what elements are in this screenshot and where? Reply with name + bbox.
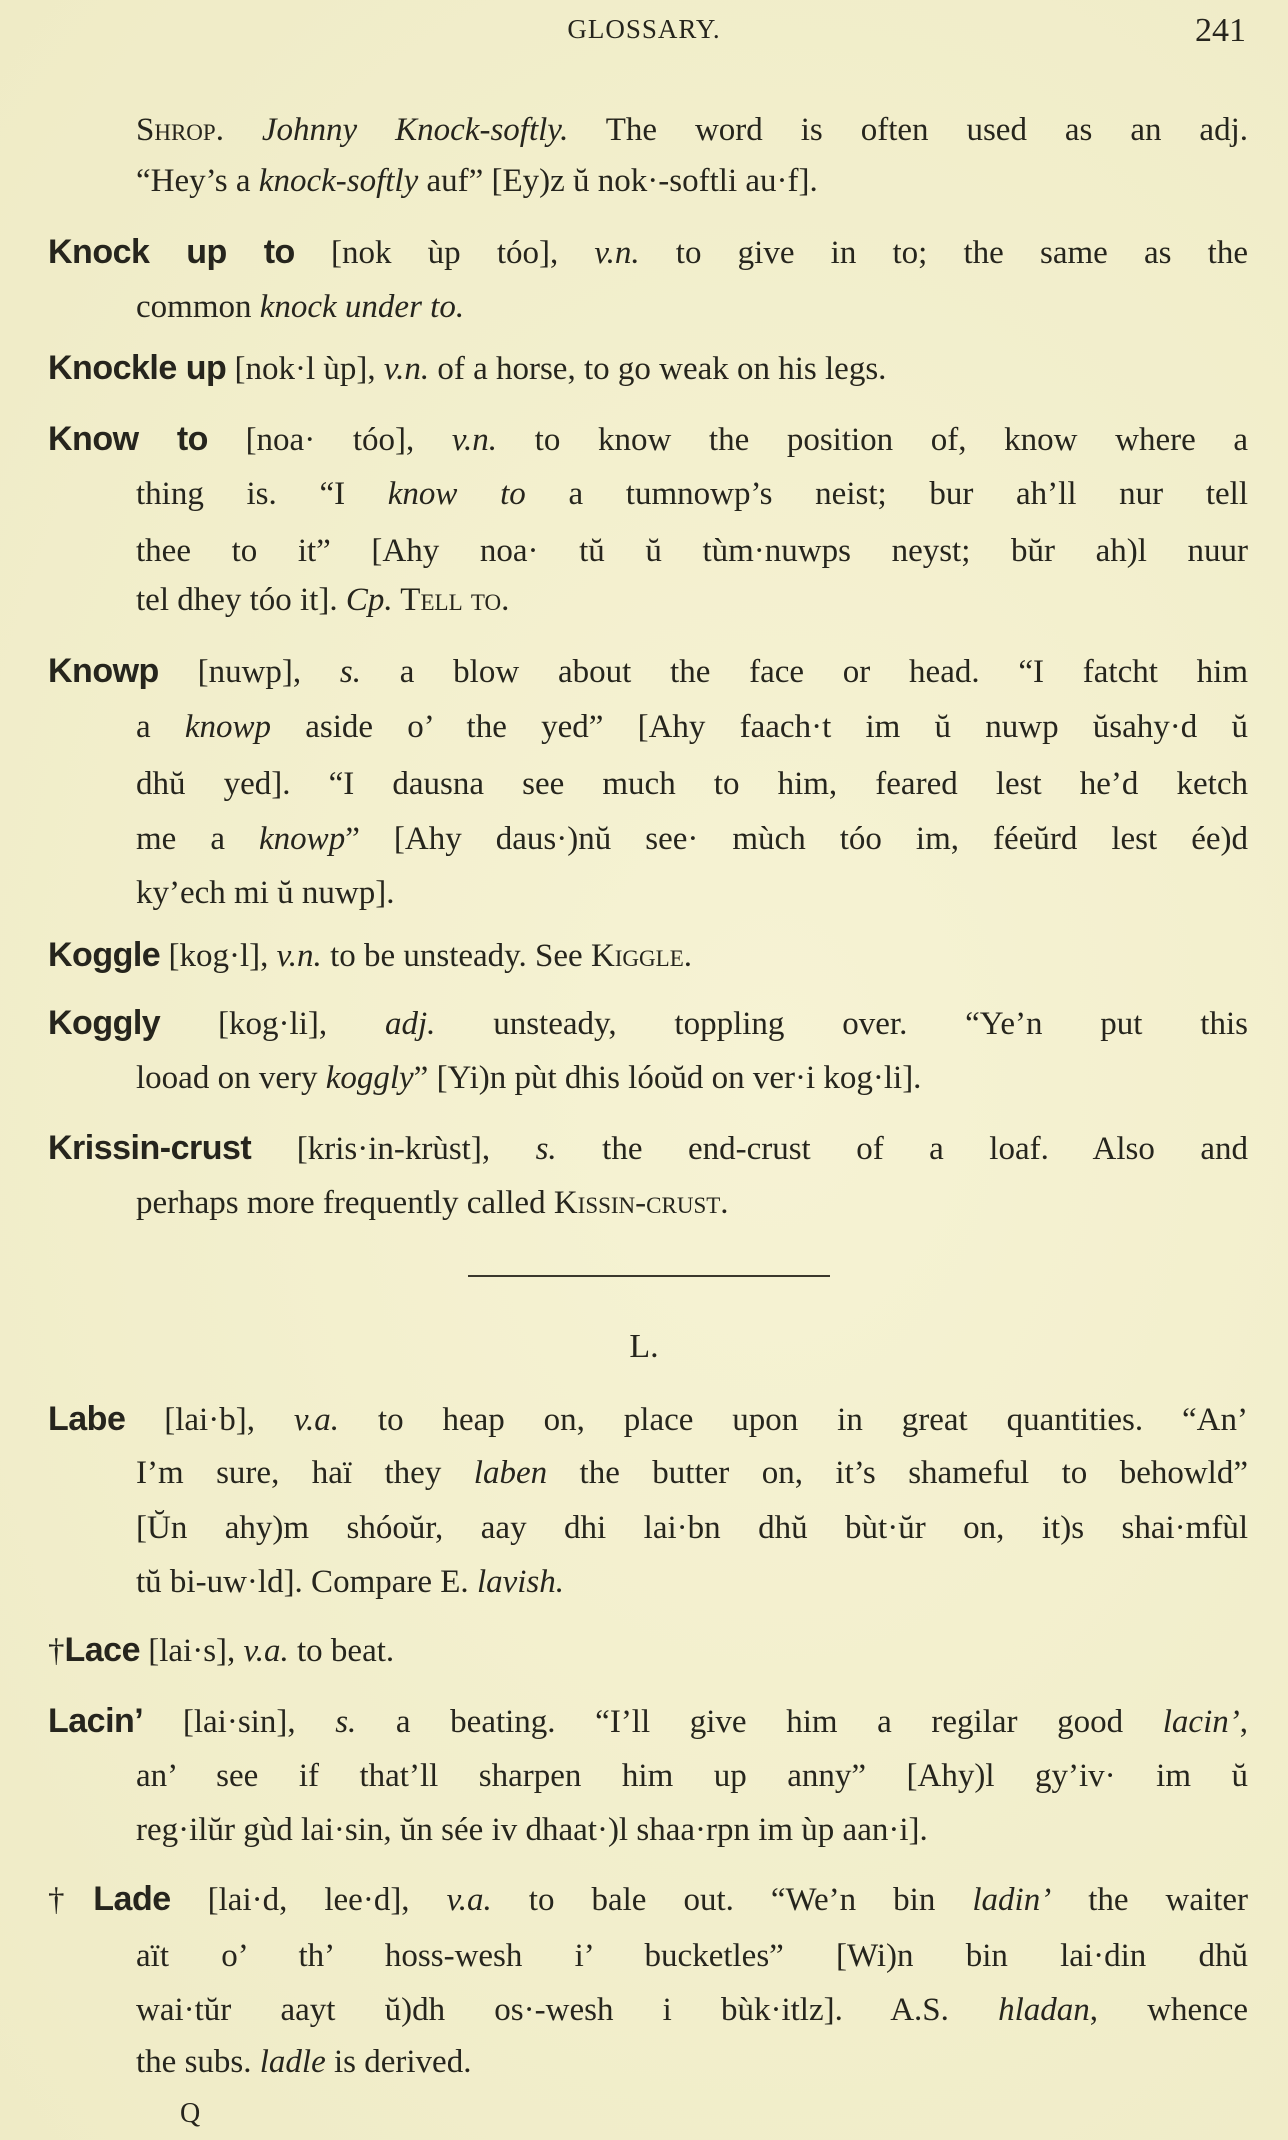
headword: Koggle <box>48 936 161 974</box>
entry-headline <box>48 342 1248 394</box>
entry-headline <box>48 645 1248 697</box>
italic-text: v.a. <box>446 1882 492 1918</box>
text: ” [Yi)n pùt dhis lóoŭd on ver·i kog·li]. <box>413 1060 922 1096</box>
italic-text: s. <box>339 654 361 690</box>
italic-text: lavish. <box>476 1564 565 1600</box>
italic-text: knowp <box>184 709 272 745</box>
entry-headline <box>48 226 1248 278</box>
text: to give in to; the same as the <box>639 235 1248 271</box>
entry-line <box>136 701 1248 753</box>
entry-headline <box>48 997 1248 1049</box>
text: [nok ùp tóo], <box>294 235 595 271</box>
running-header-title: GLOSSARY. <box>567 14 721 44</box>
section-heading: L. <box>629 1328 659 1365</box>
signature-mark: Q <box>180 2098 201 2129</box>
text: an’ see if that’ll sharpen him up anny” [Ahy)l gy’iv· im ŭ <box>136 1758 1248 1794</box>
text: is derived. <box>325 2044 472 2080</box>
italic-text: knock-softly <box>258 163 419 199</box>
text: of a horse, to go weak on his legs. <box>429 351 887 387</box>
text: looad on very <box>136 1060 326 1096</box>
headword: Lade <box>93 1880 171 1918</box>
text: [Ŭn ahy)m shóoŭr, aay dhi lai·bn dhŭ bùt·ŭr on, it)s shai·mfùl <box>136 1510 1248 1546</box>
text: “Hey’s a <box>136 163 259 199</box>
text: [nuwp], <box>158 654 340 690</box>
text: [kris·in-krùst], <box>251 1131 536 1167</box>
text: reg·ilŭr gùd lai·sin, ŭn sée iv dhaat·)l shaa·rpn im ùp aan·i]. <box>136 1812 928 1848</box>
italic-text: s. <box>335 1704 357 1740</box>
text: to beat. <box>288 1633 395 1669</box>
text: to know the position of, know where a <box>497 422 1248 458</box>
text: unsteady, toppling over. “Ye’n put this <box>435 1006 1248 1042</box>
text: to be unsteady. See <box>321 938 591 974</box>
entry-line <box>136 1930 1248 1982</box>
entry-line <box>136 1177 1248 1229</box>
entry-line <box>136 155 1248 207</box>
entry-line <box>136 1447 1248 1499</box>
entry-headline <box>48 1122 1248 1174</box>
headword: Labe <box>48 1400 126 1438</box>
headword: Lacin’ <box>48 1702 144 1740</box>
text: [lai·s], <box>140 1633 244 1669</box>
text: to heap on, place upon in great quantities. “An’ <box>339 1402 1248 1438</box>
text: the end-crust of a loaf. Also and <box>556 1131 1248 1167</box>
text: auf” [Ey)z ŭ nok·-softli au·f]. <box>418 163 818 199</box>
entry-line <box>136 468 1248 520</box>
entry-line <box>136 813 1248 865</box>
text: a tumnowp’s neist; bur ah’ll nur tell <box>525 476 1248 512</box>
entry-line <box>136 2036 1248 2088</box>
text: a <box>136 709 185 745</box>
entry-line <box>136 104 1248 156</box>
text: a beating. “I’ll give him a regilar good <box>356 1704 1163 1740</box>
text: the butter on, it’s shameful to behowld” <box>547 1455 1249 1491</box>
text: to bale out. “We’n bin <box>491 1882 973 1918</box>
italic-text: knowp <box>259 821 346 857</box>
headword: Knowp <box>48 652 159 690</box>
headword: Knock up to <box>48 233 295 271</box>
entry-line <box>136 1750 1248 1802</box>
text: ” [Ahy daus·)nŭ see· mùch tóo im, féeŭrd lest ée)d <box>345 821 1248 857</box>
text: wai·tŭr aayt ŭ)dh os·-wesh i bùk·itlz]. A.S. <box>136 1992 999 2028</box>
entry-headline <box>48 929 1248 981</box>
entry-headline <box>48 1695 1248 1747</box>
text: dhŭ yed]. “I dausna see much to him, feared lest he’d ketch <box>136 766 1248 802</box>
text: aït o’ th’ hoss-wesh i’ bucketles” [Wi)n bin lai·din dhŭ <box>136 1938 1248 1974</box>
italic-text: s. <box>535 1131 557 1167</box>
text: perhaps more frequently called <box>136 1185 554 1221</box>
text: , <box>1239 1704 1248 1740</box>
text: common <box>136 289 260 325</box>
entry-line <box>136 1556 1248 1608</box>
text: aside o’ the yed” [Ahy faach·t im ŭ nuwp ŭsahy·d ŭ <box>271 709 1248 745</box>
italic-text: know to <box>387 476 526 512</box>
text: [noa· tóo], <box>207 422 452 458</box>
italic-text: v.n. <box>383 351 430 387</box>
text: tŭ bi-uw·ld]. Compare E. <box>136 1564 477 1600</box>
text: [lai·sin], <box>143 1704 336 1740</box>
italic-text: laben <box>473 1455 548 1491</box>
italic-text: knock under to. <box>259 289 465 325</box>
text: ky’ech mi ŭ nuwp]. <box>136 875 395 911</box>
text: a blow about the face or head. “I fatcht him <box>361 654 1248 690</box>
text: thee to it” [Ahy noa· tŭ ŭ tùm·nuwps neyst; bŭr ah)l nuur <box>136 533 1248 569</box>
text: the waiter <box>1051 1882 1248 1918</box>
text: I’m sure, haï they <box>136 1455 474 1491</box>
italic-text: v.a. <box>243 1633 289 1669</box>
entry-line <box>136 1052 1248 1104</box>
italic-text: v.n. <box>276 938 322 974</box>
entry-line <box>136 867 1248 919</box>
italic-text: Cp. <box>345 582 393 618</box>
text: [lai·d, lee·d], <box>170 1882 447 1918</box>
italic-text: ladin’ <box>972 1882 1052 1918</box>
italic-text: ladle <box>259 2044 326 2080</box>
headword: Knockle up <box>48 349 227 387</box>
text: me a <box>136 821 260 857</box>
headword: Koggly <box>48 1004 161 1042</box>
headword: Krissin-crust <box>48 1129 252 1167</box>
italic-text: v.n. <box>594 235 640 271</box>
text: [lai·b], <box>125 1402 294 1438</box>
text: † <box>48 1882 94 1918</box>
text: The word is often used as an adj. <box>568 112 1248 148</box>
entry-line <box>136 1502 1248 1554</box>
small-caps-text: Tell to. <box>392 582 510 618</box>
text: [kog·l], <box>160 938 277 974</box>
italic-text: hladan <box>998 1992 1090 2028</box>
entry-headline <box>48 1393 1248 1445</box>
text: tel dhey tóo it]. <box>136 582 346 618</box>
italic-text: lacin’ <box>1162 1704 1240 1740</box>
small-caps-text: Kissin-crust. <box>553 1185 729 1221</box>
page-number: 241 <box>1195 12 1246 49</box>
entry-line <box>136 1984 1248 2036</box>
text: the subs. <box>136 2044 260 2080</box>
section-divider <box>468 1275 830 1277</box>
italic-text: Johnny Knock-softly. <box>261 112 569 148</box>
text: , whence <box>1089 1992 1248 2028</box>
italic-text: adj. <box>384 1006 436 1042</box>
entry-headline <box>48 1624 1248 1676</box>
italic-text: koggly <box>325 1060 414 1096</box>
entry-headline <box>48 413 1248 465</box>
text: † <box>48 1633 65 1669</box>
headword: Know to <box>48 420 208 458</box>
entry-line <box>136 574 1248 626</box>
text: thing is. “I <box>136 476 388 512</box>
small-caps-text: Kiggle. <box>590 938 692 974</box>
entry-headline <box>48 1873 1248 1925</box>
text: [kog·li], <box>160 1006 385 1042</box>
text: [nok·l ùp], <box>226 351 384 387</box>
small-caps-text: Shrop. <box>136 112 262 148</box>
entry-line <box>136 281 1248 333</box>
italic-text: v.a. <box>293 1402 340 1438</box>
entry-line <box>136 525 1248 577</box>
headword: Lace <box>64 1631 140 1669</box>
entry-line <box>136 1804 1248 1856</box>
entry-line <box>136 758 1248 810</box>
italic-text: v.n. <box>451 422 498 458</box>
